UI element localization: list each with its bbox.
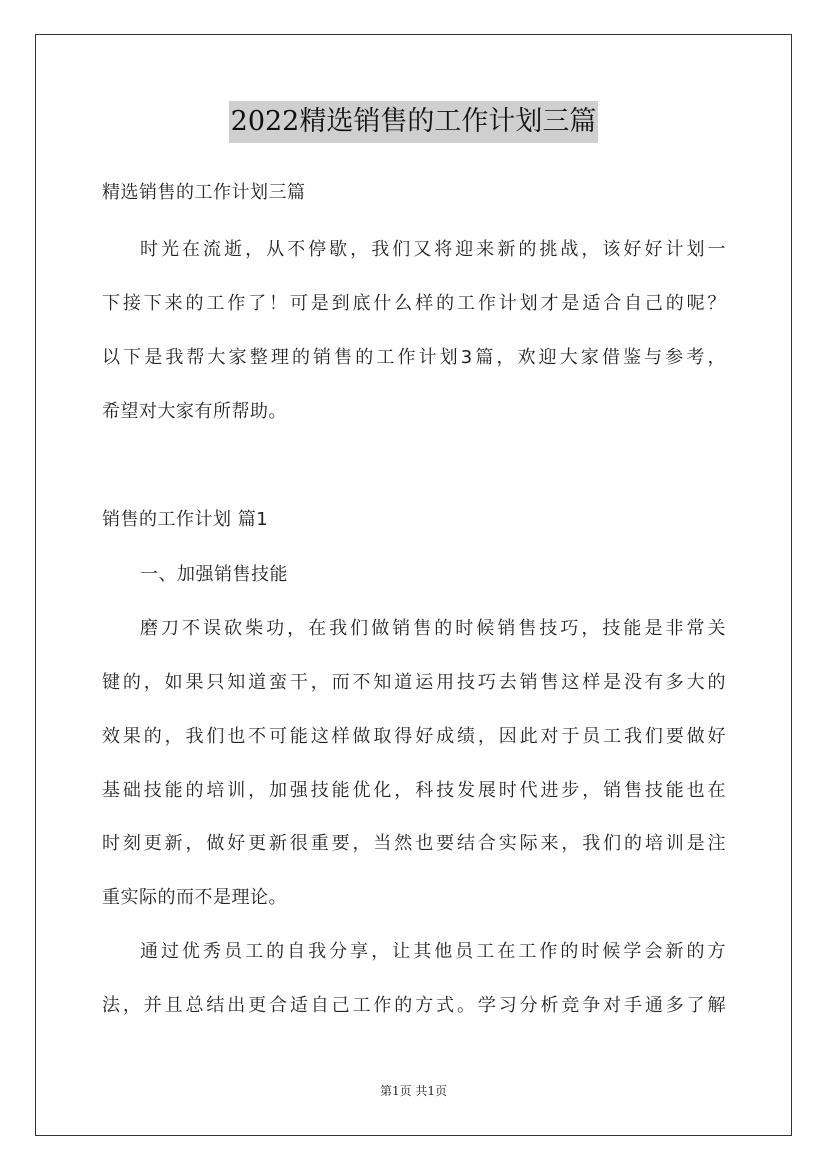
title-block	[0, 101, 827, 143]
paragraph-1-line-4: 基础技能的培训，加强技能优化，科技发展时代进步，销售技能也在	[102, 780, 726, 801]
paragraph-1-line-6: 重实际的而不是理论。	[102, 887, 287, 908]
paragraph-2-line-2: 法，并且总结出更合适自己工作的方式。学习分析竞争对手通多了解	[102, 995, 726, 1016]
paragraph-1-line-3: 效果的，我们也不可能这样做取得好成绩，因此对于员工我们要做好	[102, 726, 726, 747]
paragraph-1-line-5: 时刻更新，做好更新很重要，当然也要结合实际来，我们的培训是注	[102, 833, 726, 854]
intro-line-2: 下接下来的工作了！可是到底什么样的工作计划才是适合自己的呢？	[102, 293, 726, 314]
subtitle-line: 精选销售的工作计划三篇	[102, 182, 306, 203]
intro-line-1: 时光在流逝，从不停歇，我们又将迎来新的挑战，该好好计划一	[140, 239, 726, 260]
paragraph-1-line-1: 磨刀不误砍柴功，在我们做销售的时候销售技巧，技能是非常关	[140, 618, 726, 639]
intro-line-3: 以下是我帮大家整理的销售的工作计划3篇，欢迎大家借鉴与参考，	[102, 347, 726, 368]
paragraph-1-line-2: 键的，如果只知道蛮干，而不知道运用技巧去销售这样是没有多大的	[102, 672, 726, 693]
document-title: 2022精选销售的工作计划三篇	[229, 101, 599, 143]
subsection-heading-1: 一、加强销售技能	[140, 564, 288, 585]
page-number-footer: 第1页 共1页	[379, 1084, 448, 1098]
intro-line-4: 希望对大家有所帮助。	[102, 401, 287, 422]
section-heading-1: 销售的工作计划 篇1	[102, 509, 269, 530]
paragraph-2-line-1: 通过优秀员工的自我分享，让其他员工在工作的时候学会新的方	[140, 941, 726, 962]
